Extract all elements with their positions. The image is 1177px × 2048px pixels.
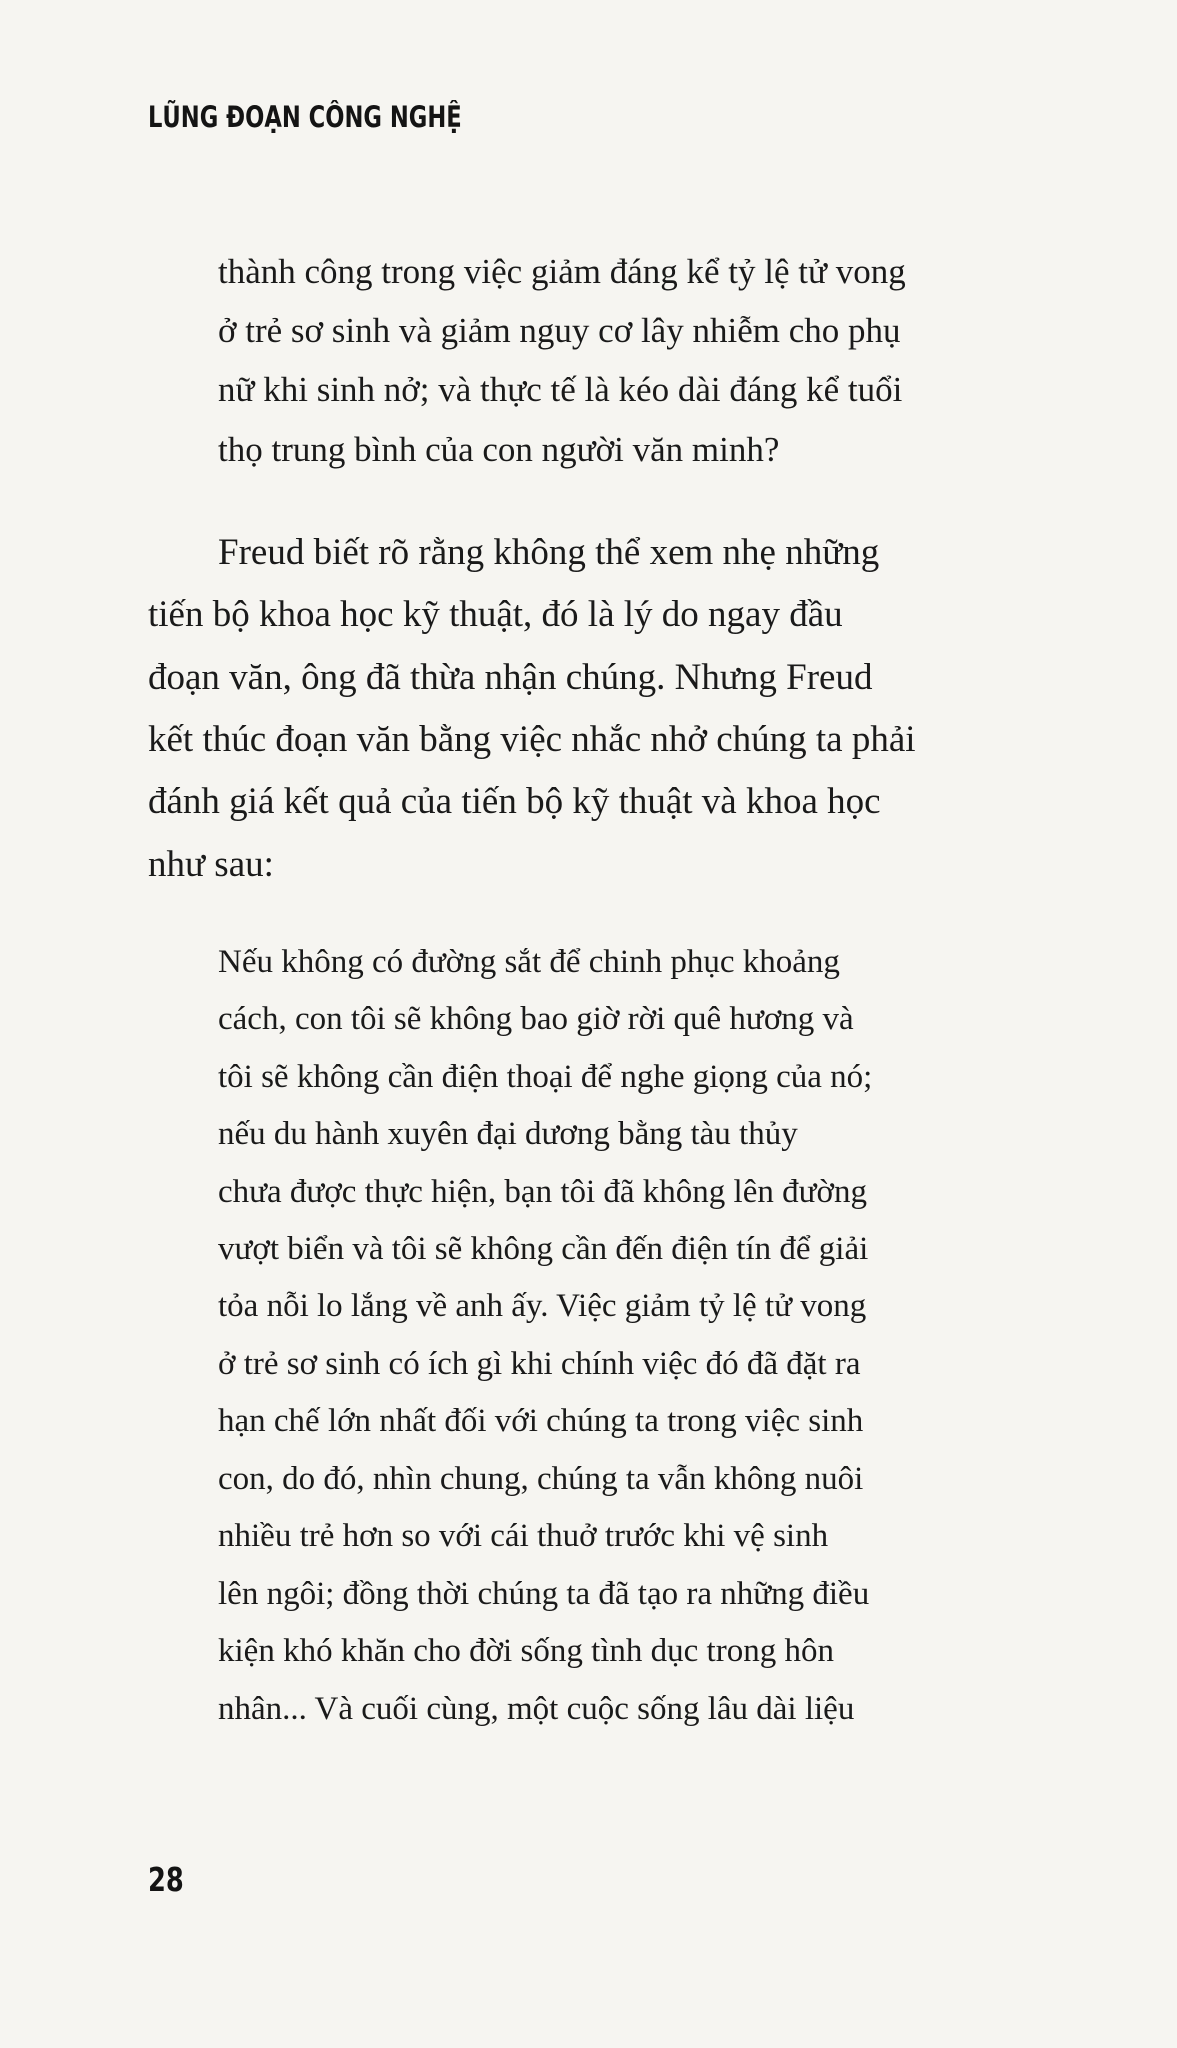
text-line: đánh giá kết quả của tiến bộ kỹ thuật và khoa học (148, 781, 881, 822)
quote-line: vượt biển và tôi sẽ không cần đến điện tín để giải (218, 1231, 869, 1267)
quote-line: nhiều trẻ hơn so với cái thuở trước khi vệ sinh (218, 1518, 829, 1554)
quote-line: tỏa nỗi lo lắng về anh ấy. Việc giảm tỷ lệ tử vong (218, 1288, 867, 1324)
text-line: kết thúc đoạn văn bằng việc nhắc nhở chúng ta phải (148, 719, 916, 760)
quote-line: chưa được thực hiện, bạn tôi đã không lên đường (218, 1174, 867, 1210)
quote-line: con, do đó, nhìn chung, chúng ta vẫn không nuôi (218, 1461, 864, 1497)
text-line: nữ khi sinh nở; và thực tế là kéo dài đáng kể tuổi (218, 370, 903, 409)
text-line: như sau: (148, 844, 274, 885)
quote-line: ở trẻ sơ sinh có ích gì khi chính việc đó đã đặt ra (218, 1346, 861, 1382)
text-line: thành công trong việc giảm đáng kể tỷ lệ tử vong (218, 252, 906, 291)
running-header: LŨNG ĐOẠN CÔNG NGHỆ (148, 100, 462, 134)
quote-line: Nếu không có đường sắt để chinh phục khoảng (218, 944, 840, 980)
text-line: đoạn văn, ông đã thừa nhận chúng. Nhưng Freud (148, 657, 873, 698)
text-line: thọ trung bình của con người văn minh? (218, 430, 780, 469)
quote-line: cách, con tôi sẽ không bao giờ rời quê hương và (218, 1001, 854, 1037)
quote-line: nếu du hành xuyên đại dương bằng tàu thủy (218, 1116, 798, 1152)
page-number: 28 (148, 1860, 184, 1899)
text-line: Freud biết rõ rằng không thể xem nhẹ những (218, 532, 880, 573)
quote-line: tôi sẽ không cần điện thoại để nghe giọng của nó; (218, 1059, 873, 1095)
quote-line: lên ngôi; đồng thời chúng ta đã tạo ra những điều (218, 1576, 870, 1612)
quote-line: nhân... Và cuối cùng, một cuộc sống lâu dài liệu (218, 1691, 855, 1727)
text-line: ở trẻ sơ sinh và giảm nguy cơ lây nhiễm cho phụ (218, 311, 901, 350)
quote-line: hạn chế lớn nhất đối với chúng ta trong việc sinh (218, 1403, 864, 1439)
quote-line: kiện khó khăn cho đời sống tình dục trong hôn (218, 1633, 834, 1669)
text-line: tiến bộ khoa học kỹ thuật, đó là lý do ngay đầu (148, 594, 843, 635)
